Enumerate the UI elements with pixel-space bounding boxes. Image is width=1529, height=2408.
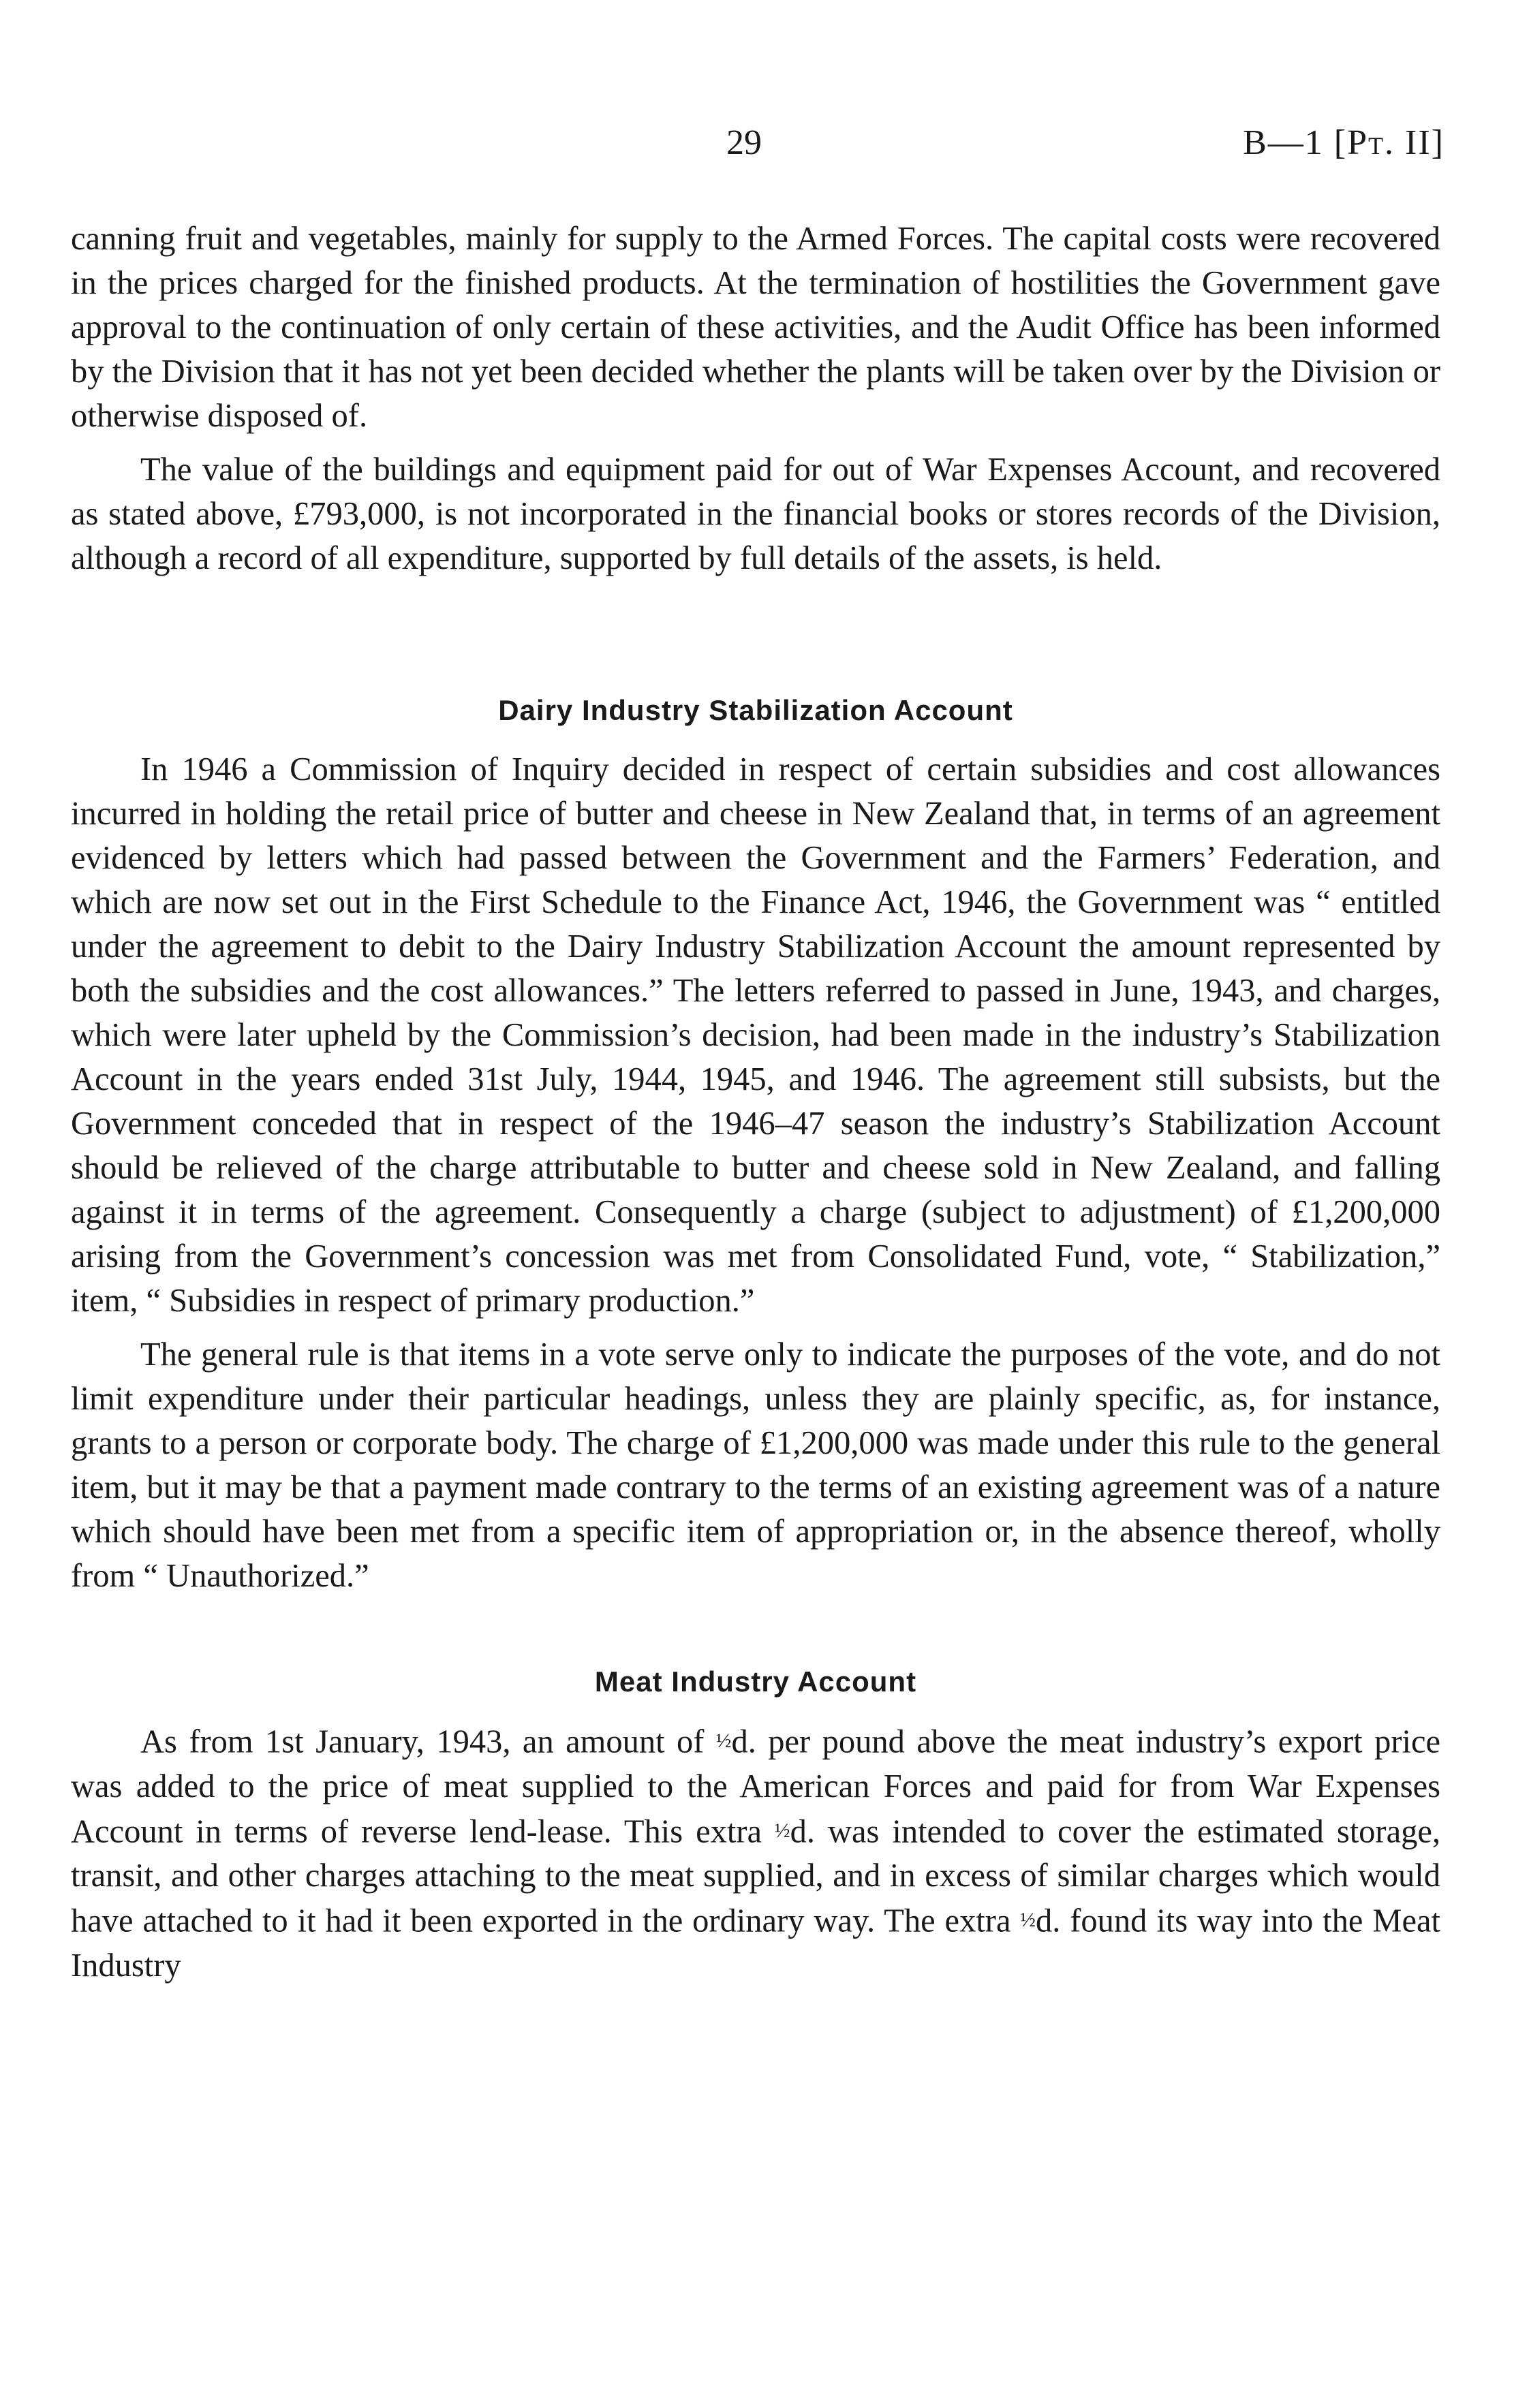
page-number: 29: [726, 123, 762, 162]
meat-text-part-d: d. found its way into the Meat Industry: [71, 1903, 1440, 1984]
fraction-half: ½: [715, 1729, 732, 1752]
section-heading-dairy: Dairy Industry Stabilization Account: [498, 694, 1013, 726]
intro-paragraph-2: The value of the buildings and equipment paid for out of War Expenses Account, and recovered as stated above, £793,000, is not incorporated in the financial books or stores records of the Division, although a record of all expenditure, supported by full details of the assets, is held.: [71, 452, 1440, 576]
page-header: [68, 123, 1445, 177]
doc-ref-prefix: B—1 [: [1243, 123, 1348, 162]
dairy-paragraph-1: In 1946 a Commission of Inquiry decided in respect of certain subsidies and cost allowances incurred in holding the retail price of butter and cheese in New Zealand that, in terms of an agreement evidenced by letters which had passed between the Government and the Farmers’ Federation, and which are now set out in the First Schedule to the Finance Act, 1946, the Government was “ entitled under the agreement to debit to the Dairy Industry Stabilization Account the amount represented by both the subsidies and the cost allowances.” The letters referred to passed in June, 1943, and charges, which were later upheld by the Commission’s decision, had been made in the industry’s Stabilization Account in the years ended 31st July, 1944, 1945, and 1946. The agreement still subsists, but the Government conceded that in respect of the 1946–47 season the industry’s Stabilization Account should be relieved of the charge attributable to butter and cheese sold in New Zealand, and falling against it in terms of the agreement. Consequently a charge (subject to adjustment) of £1,200,000 arising from the Government’s concession was met from Consolidated Fund, vote, “ Stabilization,” item, “ Subsidies in respect of primary production.”: [71, 751, 1440, 1319]
fraction-half: ½: [1020, 1908, 1036, 1932]
meat-text-part-a: As from 1st January, 1943, an amount of: [140, 1723, 716, 1760]
meat-text-part-b: d. per pound above the meat industry’s export price was added to the price of meat supplied to the American Forces and paid for from War Expenses Account in terms of reverse lend-lease. This extra: [71, 1723, 1441, 1850]
meat-paragraph-1: [71, 1719, 1440, 1988]
meat-text-part-c: d. was intended to cover the estimated storage, transit, and other charges attaching to the meat supplied, and in excess of similar charges which would have attached to it had it been exported in the ordinary way. The extra: [71, 1813, 1440, 1939]
doc-ref-suffix: . II]: [1385, 123, 1445, 162]
section-heading-meat: Meat Industry Account: [594, 1666, 917, 1698]
dairy-paragraph-2: The general rule is that items in a vote serve only to indicate the purposes of the vote, and do not limit expenditure under their particular headings, unless they are plainly specific, as, for instance, grants to a person or corporate body. The charge of £1,200,000 was made under this rule to the general item, but it may be that a payment made contrary to the terms of an existing agreement was of a nature which should have been met from a specific item of appropriation or, in the absence thereof, wholly from “ Unauthorized.”: [71, 1336, 1440, 1594]
body-text: [71, 217, 1440, 1997]
doc-ref-part: Pt: [1347, 123, 1385, 162]
document-reference: [1243, 123, 1445, 163]
intro-paragraph-1: canning fruit and vegetables, mainly for supply to the Armed Forces. The capital costs were recovered in the prices charged for the finished products. At the termination of hostilities the Government gave approval to the continuation of only certain of these activities, and the Audit Office has been informed by the Division that it has not yet been decided whether the plants will be taken over by the Division or otherwise disposed of.: [71, 221, 1440, 434]
fraction-half: ½: [775, 1818, 790, 1842]
